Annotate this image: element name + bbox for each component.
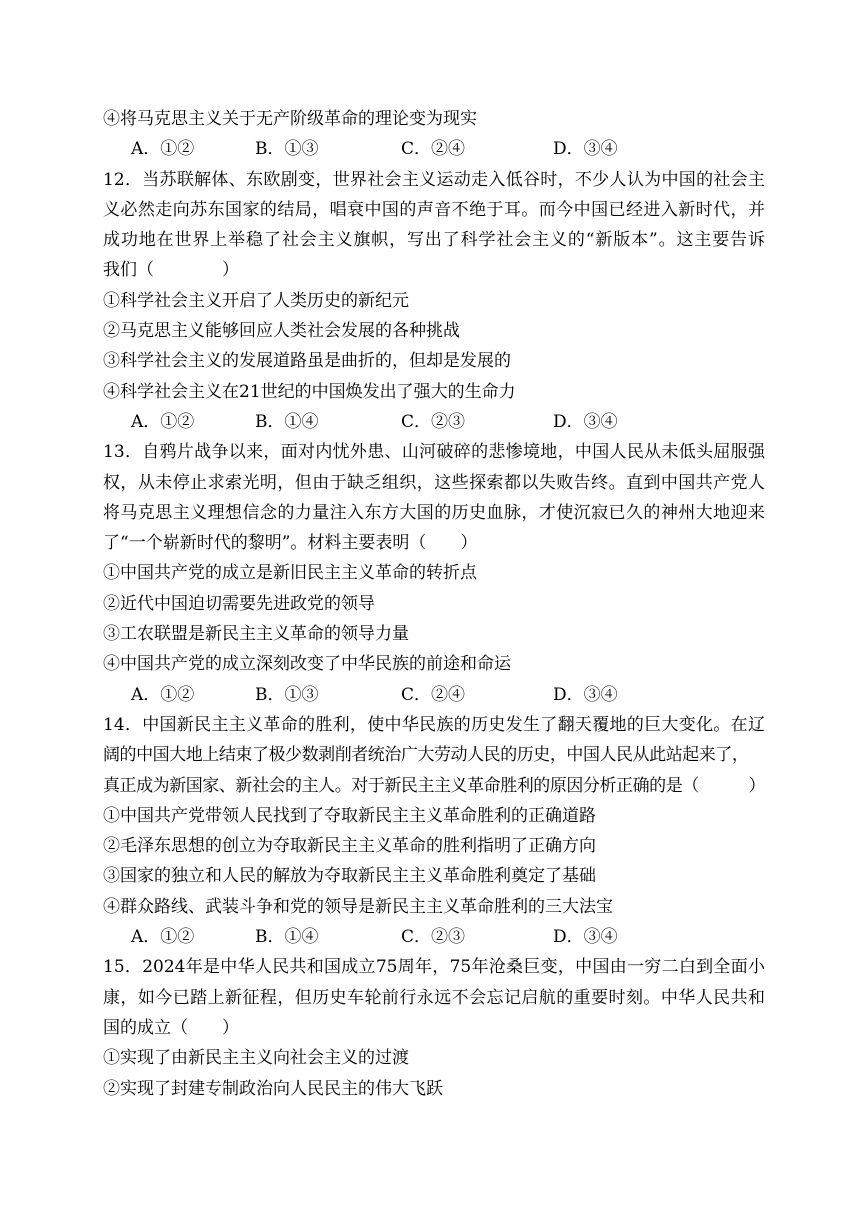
option-c: C．②④: [401, 684, 466, 705]
option-d: D．③④: [553, 139, 618, 160]
question-13-stem-line: 将马克思主义理想信念的力量注入东方大国的历史血脉，才使沉寂已久的神州大地迎来: [103, 502, 765, 523]
question-14-statement: ④群众路线、武装斗争和党的领导是新民主主义革命胜利的三大法宝: [103, 896, 613, 917]
question-12-stem-line: 成功地在世界上举稳了社会主义旗帜，写出了科学社会主义的“新版本”。这主要告诉: [103, 230, 765, 251]
options-row: [103, 134, 803, 164]
option-d: D．③④: [553, 684, 618, 705]
question-12-stem-line: 我们（ ）: [103, 260, 239, 281]
question-14-statement: ③国家的独立和人民的解放为夺取新民主主义革命胜利奠定了基础: [103, 866, 596, 887]
option-c: C．②③: [401, 927, 466, 948]
question-14-stem-line: 14．中国新民主主义革命的胜利，使中华民族的历史发生了翻天覆地的巨大变化。在辽: [103, 714, 765, 735]
question-15-stem-line: 国的成立（ ）: [103, 1017, 239, 1038]
statement-line: ④将马克思主义关于无产阶级革命的理论变为现实: [103, 109, 477, 129]
question-15-stem-line: 15．2024年是中华人民共和国成立75周年，75年沧桑巨变，中国由一穷二白到全面小: [103, 957, 765, 978]
option-a: A．①②: [131, 139, 195, 160]
option-a: A．①②: [131, 411, 195, 432]
question-12-statement: ①科学社会主义开启了人类历史的新纪元: [103, 290, 409, 311]
question-13-stem-line: 了“一个崭新时代的黎明”。材料主要表明（ ）: [103, 533, 478, 554]
document-page: [103, 104, 803, 1104]
option-b: B．①③: [255, 684, 319, 705]
question-12-statement: ④科学社会主义在21世纪的中国焕发出了强大的生命力: [103, 381, 516, 402]
question-13-stem-line: 13．自鸦片战争以来，面对内忧外患、山河破碎的悲惨境地，中国人民从未低头屈服强: [103, 442, 765, 463]
question-15-stem-line: 康，如今已踏上新征程，但历史车轮前行永远不会忘记启航的重要时刻。中华人民共和: [103, 987, 765, 1008]
question-13-statement: ①中国共产党的成立是新旧民主主义革命的转折点: [103, 563, 477, 584]
question-12-stem-line: 义必然走向苏东国家的结局，唱衰中国的声音不绝于耳。而今中国已经进入新时代，并: [103, 199, 765, 220]
option-d: D．③④: [553, 927, 618, 948]
question-13-stem-line: 权，从未停止求索光明，但由于缺乏组织，这些探索都以失败告终。直到中国共产党人: [103, 472, 765, 493]
question-14-statement: ②毛泽东思想的创立为夺取新民主主义革命的胜利指明了正确方向: [103, 836, 596, 857]
question-12-statement: ②马克思主义能够回应人类社会发展的各种挑战: [103, 321, 460, 342]
question-13-statement: ③工农联盟是新民主主义革命的领导力量: [103, 624, 409, 645]
option-a: A．①②: [131, 927, 195, 948]
question-13-options-row: [103, 680, 803, 710]
option-b: B．①④: [255, 927, 319, 948]
question-12-statement: ③科学社会主义的发展道路虽是曲折的，但却是发展的: [103, 351, 511, 372]
question-14-statement: ①中国共产党带领人民找到了夺取新民主主义革命胜利的正确道路: [103, 805, 596, 826]
question-15-statement: ②实现了封建专制政治向人民民主的伟大飞跃: [103, 1078, 443, 1099]
question-12-options-row: [103, 407, 803, 437]
option-b: B．①④: [255, 411, 319, 432]
option-c: C．②④: [401, 139, 466, 160]
question-14-stem-line: 真正成为新国家、新社会的主人。对于新民主主义革命胜利的原因分析正确的是（ ）: [103, 775, 765, 796]
option-b: B．①③: [255, 139, 319, 160]
question-14-options-row: [103, 922, 803, 952]
question-12-stem-line: 12．当苏联解体、东欧剧变，世界社会主义运动走入低谷时，不少人认为中国的社会主: [103, 169, 765, 190]
question-15-statement: ①实现了由新民主主义向社会主义的过渡: [103, 1048, 409, 1069]
option-d: D．③④: [553, 411, 618, 432]
option-a: A．①②: [131, 684, 195, 705]
question-13-statement: ②近代中国迫切需要先进政党的领导: [103, 593, 375, 614]
option-c: C．②③: [401, 411, 466, 432]
question-14-stem-line: 阔的中国大地上结束了极少数剥削者统治广大劳动人民的历史，中国人民从此站起来了，: [103, 745, 749, 766]
question-13-statement: ④中国共产党的成立深刻改变了中华民族的前途和命运: [103, 654, 511, 675]
